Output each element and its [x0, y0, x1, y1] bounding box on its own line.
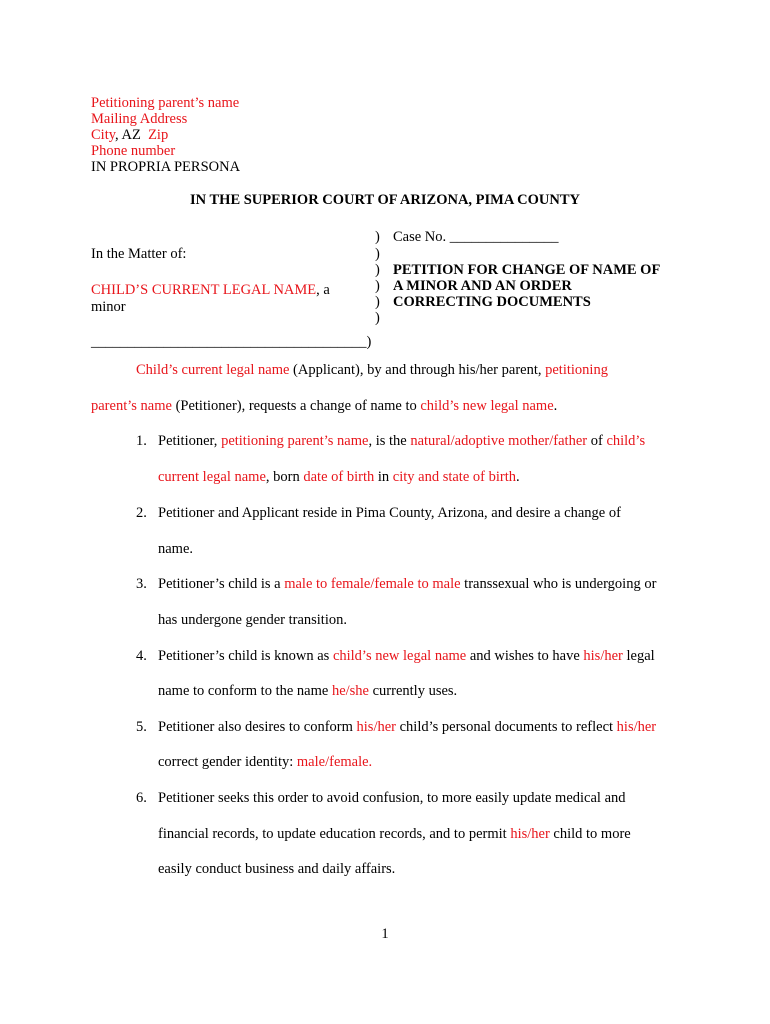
page-number: 1 [381, 926, 389, 942]
intro-text: (Applicant), by and through his/her parent, [289, 362, 546, 378]
caption-paren: ) [375, 294, 380, 310]
item-6-line-1: Petitioner seeks this order to avoid confusion, to more easily update medical and [158, 790, 626, 806]
item-6-line-3: easily conduct business and daily affairs. [158, 861, 396, 877]
date-of-birth-placeholder: date of birth [303, 469, 375, 485]
in-propria-persona: IN PROPRIA PERSONA [91, 159, 241, 175]
pronoun-placeholder: his/her [510, 826, 550, 842]
item-text: Petitioner’s child is a [158, 576, 285, 592]
caption-paren: ) [375, 278, 380, 294]
item-text: of [587, 433, 607, 449]
intro-period: . [553, 398, 558, 414]
item-text: legal [622, 648, 655, 664]
zip-placeholder: Zip [148, 127, 169, 143]
city-placeholder: City [91, 127, 116, 143]
item-text: Petitioner’s child is known as [158, 648, 333, 664]
item-4-line-1 [158, 648, 655, 665]
item-number: 3. [136, 576, 147, 592]
mailing-address-placeholder: Mailing Address [91, 111, 188, 127]
item-2-line-1: Petitioner and Applicant reside in Pima County, Arizona, and desire a change of [158, 505, 621, 521]
item-number: 5. [136, 719, 147, 735]
item-3-line-2: has undergone gender transition. [158, 612, 347, 628]
item-text: financial records, to update education records, and to permit [158, 826, 511, 842]
minor-label: minor [91, 299, 126, 315]
transition-placeholder: male to female/female to male [284, 576, 461, 592]
item-number: 4. [136, 648, 147, 664]
item-text: currently uses. [369, 683, 458, 699]
child-current-name-placeholder: current legal name [158, 469, 266, 485]
child-current-name-placeholder: Child’s current legal name [136, 362, 290, 378]
pronoun-placeholder: he/she [331, 683, 369, 699]
pronoun-placeholder: his/her [583, 648, 623, 664]
petition-title-line-2: A MINOR AND AN ORDER [393, 278, 572, 294]
pronoun-placeholder: his/her [616, 719, 657, 735]
parent-name-placeholder: petitioning parent’s name [221, 433, 369, 449]
item-1-line-2 [158, 469, 520, 486]
intro-line-2 [91, 398, 557, 415]
child-placeholder: child’s [606, 433, 646, 449]
item-text: . [515, 469, 520, 485]
petition-title-line-3: CORRECTING DOCUMENTS [393, 294, 591, 310]
parent-name-placeholder: Petitioning parent’s name [91, 95, 240, 111]
intro-text: (Petitioner), requests a change of name to [171, 398, 421, 414]
item-text: , is the [368, 433, 411, 449]
caption-paren: ) [375, 229, 380, 245]
item-6-line-2 [158, 826, 631, 843]
matter-of-label: In the Matter of: [91, 246, 187, 262]
item-4-line-2 [158, 683, 457, 700]
item-text: in [374, 469, 393, 485]
item-5-line-2 [158, 754, 372, 771]
caption-paren: ) [375, 262, 380, 278]
intro-line-1 [136, 362, 608, 379]
item-text: Petitioner, [158, 433, 222, 449]
item-3-line-1 [158, 576, 656, 593]
birthplace-placeholder: city and state of birth [392, 469, 516, 485]
petitioning-placeholder: petitioning [545, 362, 608, 378]
item-text: correct gender identity: [158, 754, 297, 770]
item-number: 1. [136, 433, 147, 449]
child-name-suffix: , a [316, 282, 330, 298]
petition-title-line-1: PETITION FOR CHANGE OF NAME OF [393, 262, 661, 278]
item-number: 2. [136, 505, 147, 521]
phone-placeholder: Phone number [91, 143, 176, 159]
item-1-line-1 [158, 433, 645, 450]
item-2-line-2: name. [158, 541, 194, 557]
item-text: transsexual who is undergoing or [460, 576, 657, 592]
child-current-name-placeholder: CHILD’S CURRENT LEGAL NAME [91, 282, 317, 298]
pronoun-placeholder: his/her [356, 719, 396, 735]
state-text: , AZ [115, 127, 149, 143]
item-text: child to more [549, 826, 631, 842]
item-text: Petitioner also desires to conform [158, 719, 357, 735]
item-number: 6. [136, 790, 147, 806]
relationship-placeholder: natural/adoptive mother/father [410, 433, 588, 449]
caption-underline: ______________________________________) [91, 334, 372, 350]
caption-paren: ) [375, 310, 380, 326]
city-state-zip-line [91, 127, 168, 143]
gender-placeholder: male/female. [296, 754, 373, 770]
item-text: and wishes to have [466, 648, 584, 664]
court-title: IN THE SUPERIOR COURT OF ARIZONA, PIMA COUNTY [190, 192, 580, 208]
parent-name-placeholder: parent’s name [91, 398, 172, 414]
caption-paren: ) [375, 246, 380, 262]
item-text: , born [265, 469, 304, 485]
child-new-name-placeholder: child’s new legal name [332, 648, 467, 664]
case-number-field: Case No. _______________ [393, 229, 559, 245]
item-text: name to conform to the name [158, 683, 332, 699]
child-name-line [91, 282, 330, 299]
child-new-name-placeholder: child’s new legal name [420, 398, 554, 414]
item-text: child’s personal documents to reflect [396, 719, 617, 735]
item-5-line-1 [158, 719, 656, 736]
